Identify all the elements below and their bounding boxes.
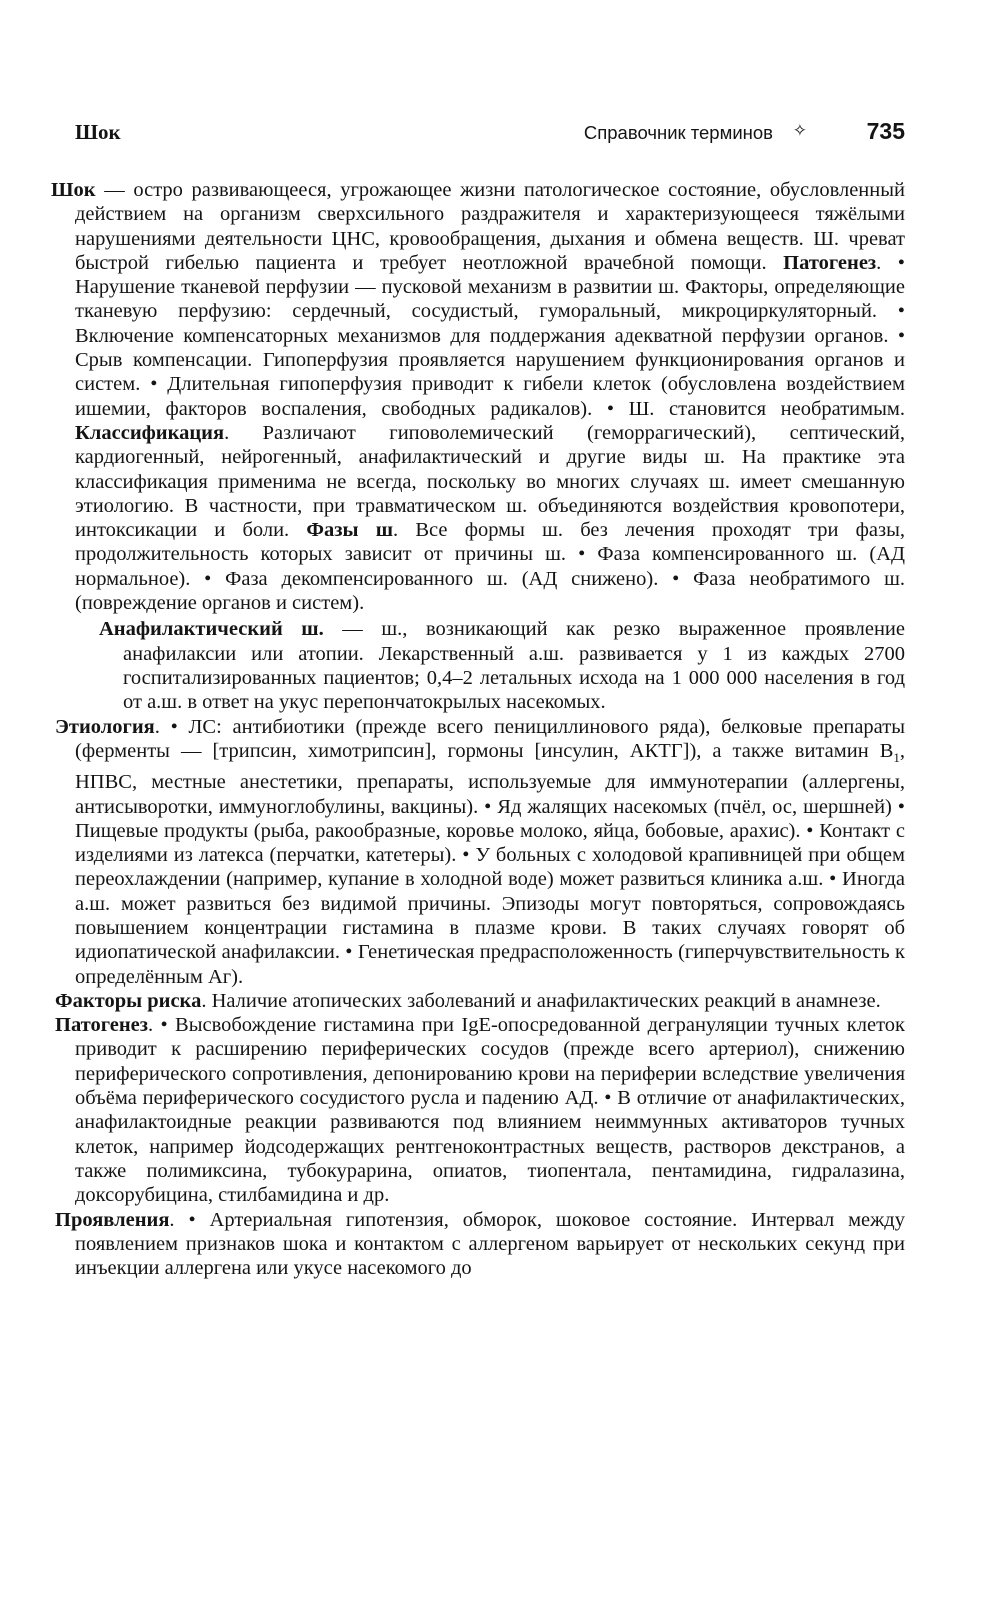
- entry-text: — ш., возникающий как резко выраженное проявление анафилаксии или атопии. Лекарственный а.ш. развивается у 1 из каждых 2700 госпитализированных пациентов; 0,4–2 летальных исхода на 1 000 000 населения в год от а.ш. в ответ на укус перепончатокрылых насекомых.: [123, 618, 905, 714]
- entry-term: Анафилактический ш.: [99, 618, 324, 641]
- subscript: 1: [893, 749, 900, 765]
- subheading-phases: Фазы ш: [306, 519, 394, 542]
- section-name: Справочник терминов: [583, 122, 773, 143]
- section-etiology: [55, 715, 905, 989]
- section-text: . • Артериальная гипотензия, обморок, шоковое состояние. Интервал между появлением признаков шока и контактом с аллергеном варьирует от нескольких секунд при инъекции аллергена или укусе насекомого до: [75, 1208, 905, 1280]
- page-body: [51, 178, 906, 1280]
- subheading-etiology: Этиология: [55, 715, 155, 738]
- page-number: 735: [866, 118, 905, 144]
- section-text: . • ЛС: антибиотики (прежде всего пенициллинового ряда), белковые препараты (ферменты — [трипсин, химотрипсин], гормоны [инсулин, АКТГ]), а также витамин В: [75, 715, 905, 762]
- section-risk-factors: [55, 989, 905, 1013]
- entry-term: Шок: [51, 179, 96, 201]
- section-manifestations: [55, 1208, 905, 1281]
- subheading-manifestations: Проявления: [55, 1208, 170, 1231]
- running-head: Шок: [75, 120, 121, 144]
- subheading-risk-factors: Факторы риска: [55, 989, 202, 1012]
- subheading-pathogenesis: Патогенез: [783, 251, 877, 274]
- section-text: . Наличие атопических заболеваний и анафилактических реакций в анамнезе.: [201, 989, 881, 1012]
- entry-text: . Различают гиповолемический (геморрагический), септический, кардиогенный, нейрогенный, анафилактический и другие виды ш. На практике эта классификация применима не всегда, поскольку во многих случаях ш. имеет смешанную этиологию. В частности, при травматическом ш. объединяются воздействия кровопотери, интоксикации и боли.: [75, 421, 905, 542]
- entry-anaphylactic-shock: [99, 617, 905, 714]
- subheading-classification: Классификация: [75, 421, 225, 444]
- entry-text: . Все формы ш. без лечения проходят три фазы, продолжительность которых зависит от причины ш. • Фаза компенсированного ш. (АД нормальное). • Фаза декомпенсированного ш. (АД снижено). • Фаза необратимого ш. (повреждение органов и систем).: [75, 519, 906, 615]
- section-text: . • Высвобождение гистамина при IgE-опосредованной дегрануляции тучных клеток приводит к расширению периферических сосудов (прежде всего артериол), снижению периферического сопротивления, депонированию крови на периферии вследствие увеличения объёма периферического сосудистого русла и падению АД. • В отличие от анафилактических, анафилактоидные реакции развиваются под влиянием неиммунных активаторов тучных клеток, например йодсодержащих рентгеноконтрастных веществ, растворов декстранов, а также полимиксина, тубокурарина, опиатов, тиопентала, пентамидина, гидралазина, доксорубицина, стилбамидина и др.: [75, 1014, 905, 1207]
- section-text: , НПВС, местные анестетики, препараты, используемые для иммунотерапии (аллергены, антисыворотки, иммуноглобулины, вакцины). • Яд жалящих насекомых (пчёл, ос, шершней) • Пищевые продукты (рыба, ракообразные, коровье молоко, яйца, бобовые, арахис). • Контакт с изделиями из латекса (перчатки, катетеры). • У больных с холодовой крапивницей при общем переохлаждении (например, купание в холодной воде) может развиться клиника а.ш. • Иногда а.ш. может развиться без видимой причины. Эпизоды могут повторяться, сопровождаясь повышением концентрации гистамина в плазме крови. В таких случаях говорят об идиопатической анафилаксии. • Генетическая предрасположенность (гиперчувствительность к определённым Аг).: [75, 739, 905, 988]
- page-header: [75, 118, 905, 148]
- entry-text: — остро развивающееся, угрожающее жизни патологическое состояние, обусловленный действием на организм сверхсильного раздражителя и характеризующееся тяжёлыми нарушениями деятельности ЦНС, кровообращения, дыхания и обмена веществ. Ш. чреват быстрой гибелью пациента и требует неотложной врачебной помощи.: [75, 179, 905, 274]
- section-pathogenesis: [55, 1013, 905, 1207]
- subheading-pathogenesis: Патогенез: [55, 1014, 149, 1037]
- entry-text: . • Нарушение тканевой перфузии — пусковой механизм в развитии ш. Факторы, определяющие тканевую перфузию: сердечный, сосудистый, гуморальный, микроциркуляторный. • Включение компенсаторных механизмов для поддержания адекватной перфузии органов. • Срыв компенсации. Гипоперфузия проявляется нарушением функционирования органов и систем. • Длительная гипоперфузия приводит к гибели клеток (обусловлена воздействием ишемии, факторов воспаления, свободных радикалов). • Ш. становится необратимым.: [75, 251, 905, 420]
- entry-shock: [51, 178, 906, 615]
- diamond-ornament-icon: ✧: [792, 121, 807, 141]
